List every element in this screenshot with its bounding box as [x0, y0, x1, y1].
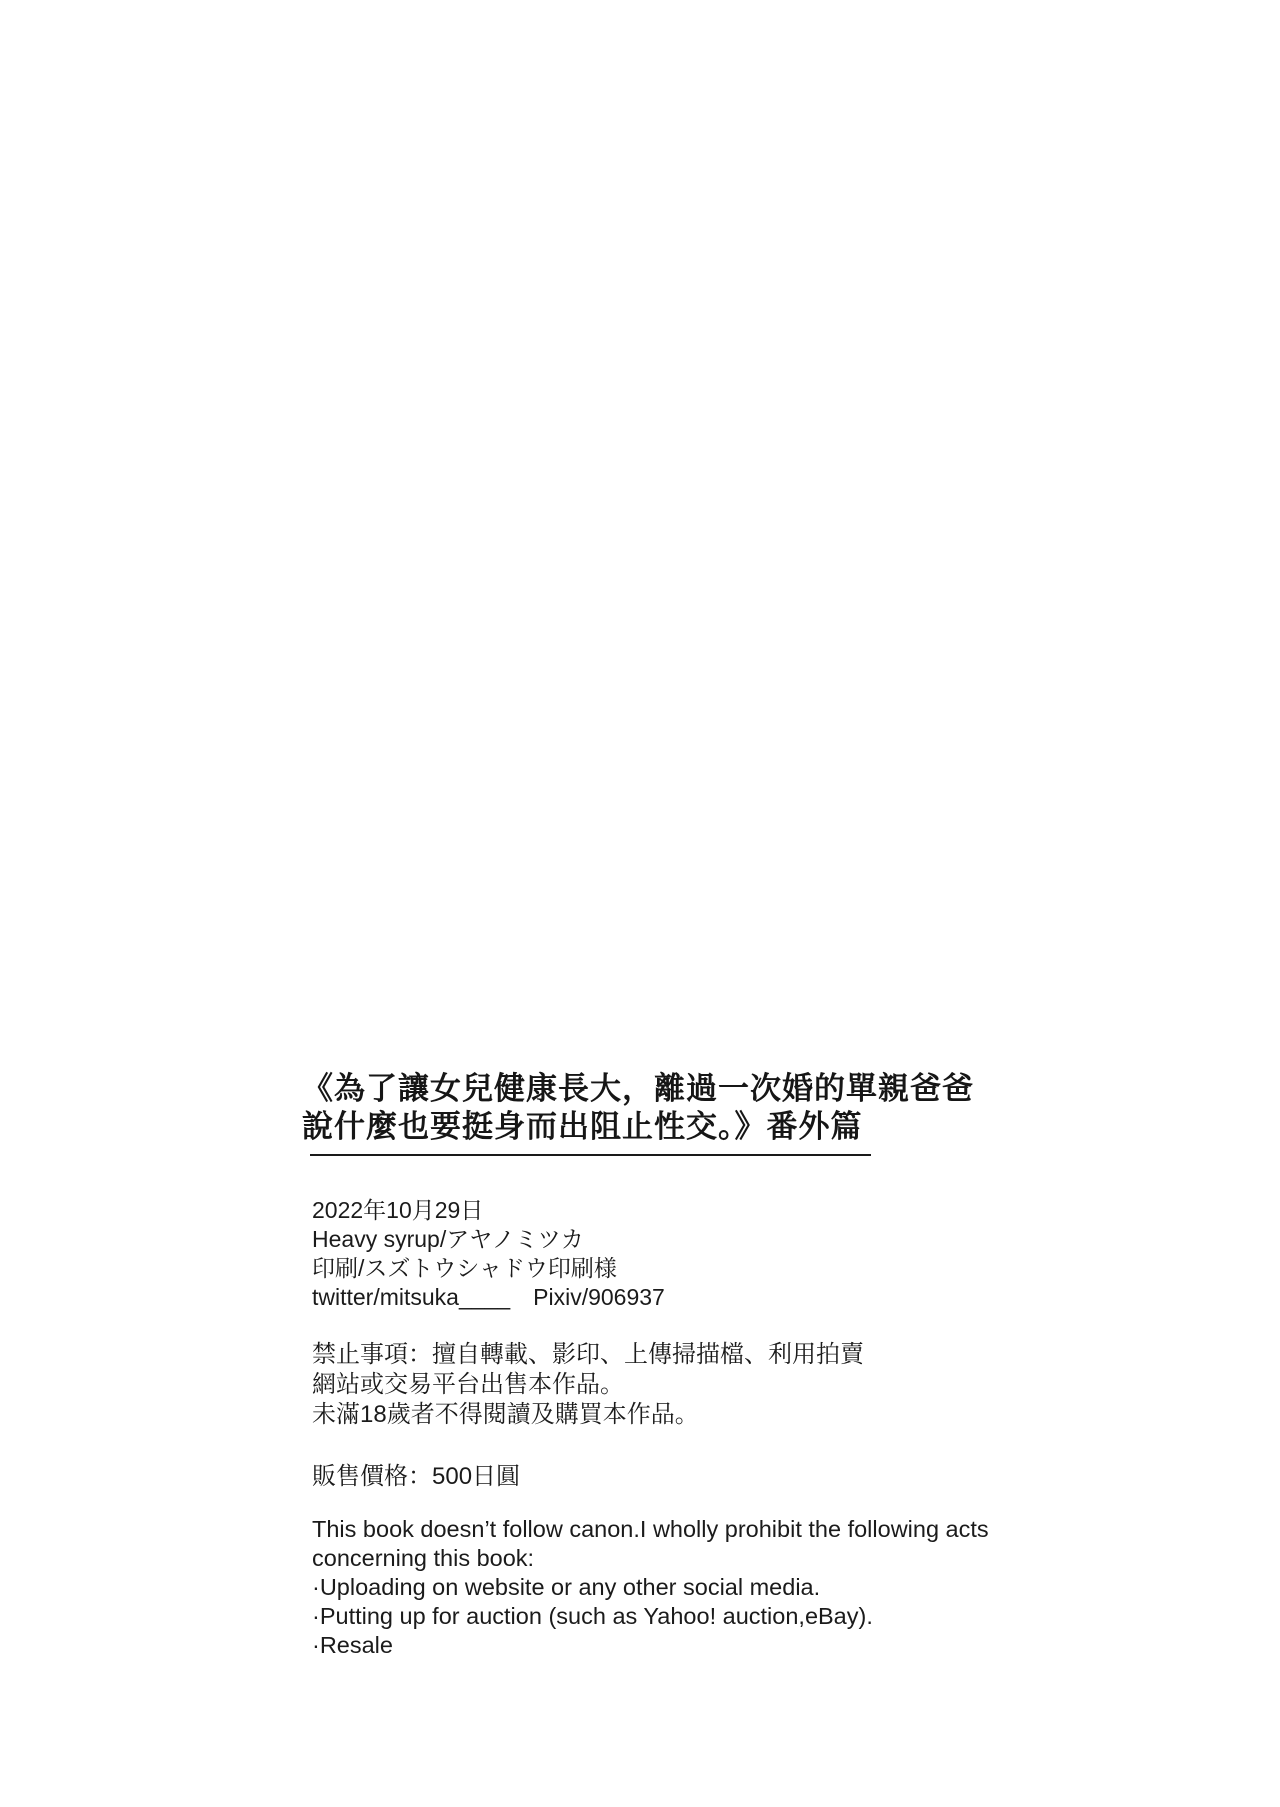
- book-title: [302, 1070, 1062, 1146]
- prohibition-line: 網站或交易平台出售本作品。: [312, 1371, 624, 1398]
- english-notice-block: [312, 1515, 989, 1660]
- title-underline-rule: [310, 1154, 871, 1156]
- release-date: 2022年10月29日: [312, 1197, 484, 1223]
- book-title-line-1: 《為了讓女兒健康長大，離過一次婚的單親爸爸: [302, 1071, 974, 1106]
- english-notice-line: concerning this book:: [312, 1545, 535, 1571]
- circle-author: Heavy syrup/アヤノミツカ: [312, 1226, 584, 1252]
- english-notice-line: This book doesn’t follow canon.I wholly prohibit the following acts: [312, 1516, 989, 1542]
- english-notice-line: ·Putting up for auction (such as Yahoo! auction,eBay).: [312, 1603, 873, 1629]
- credits-block: [312, 1196, 665, 1312]
- prohibition-line: 未滿18歲者不得閱讀及購買本作品。: [312, 1401, 699, 1428]
- printer-credit: 印刷/スズトウシャドウ印刷様: [312, 1255, 617, 1281]
- prohibition-line: 禁止事項：擅自轉載、影印、上傳掃描檔、利用拍賣: [312, 1341, 864, 1368]
- contact-links: twitter/mitsuka____ Pixiv/906937: [312, 1284, 665, 1310]
- english-notice-line: ·Uploading on website or any other social media.: [312, 1574, 821, 1600]
- book-title-line-2: 說什麼也要挺身而出阻止性交。》番外篇: [302, 1109, 863, 1144]
- prohibition-block: [312, 1340, 864, 1430]
- price-line: 販售價格：500日圓: [312, 1463, 521, 1490]
- english-notice-line: ·Resale: [312, 1632, 393, 1658]
